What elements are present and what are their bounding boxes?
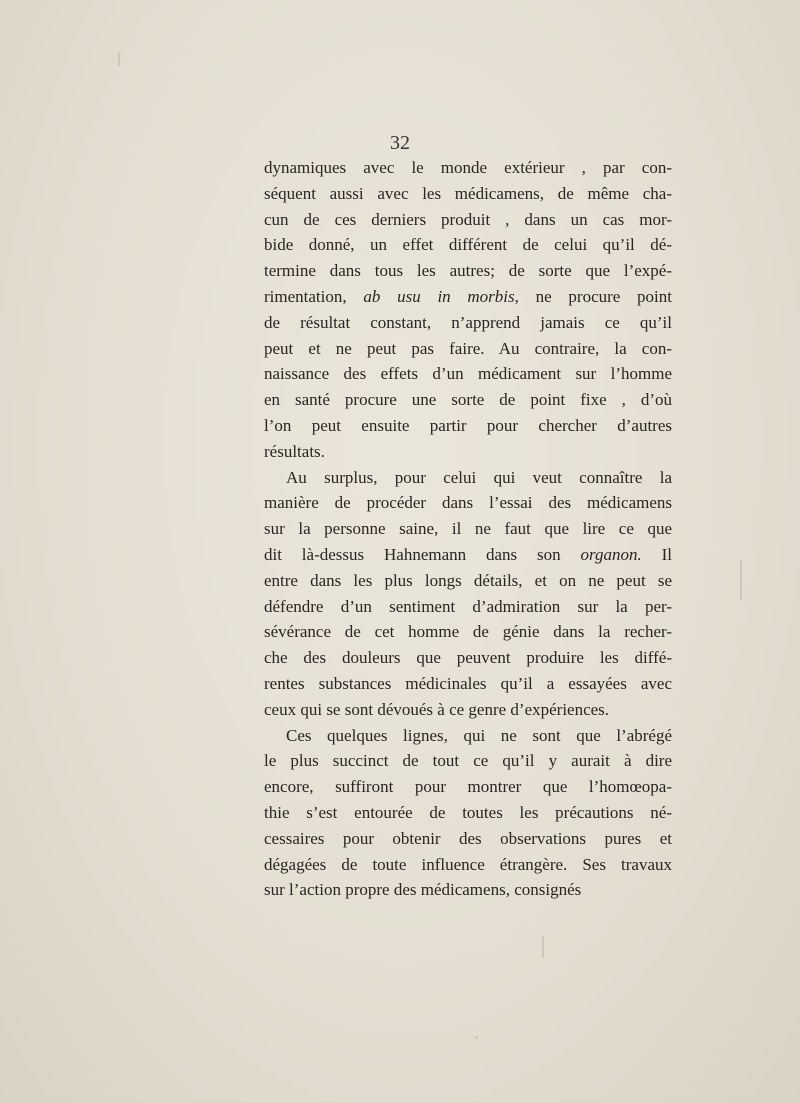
book-title: organon.	[580, 544, 642, 564]
paper-speck	[542, 936, 544, 958]
text-line: peut et ne peut pas faire. Au contraire, la con-	[264, 338, 672, 358]
text-line	[264, 542, 672, 568]
text-segment: dit là-dessus Hahnemann dans son	[264, 544, 581, 564]
text-segment: Il	[641, 544, 672, 564]
paper-speck	[475, 1036, 478, 1039]
text-line: manière de procéder dans l’essai des médicamens	[264, 493, 672, 513]
text-line: sur l’action propre des médicamens, consignés	[264, 880, 582, 900]
paper-speck	[118, 52, 120, 66]
text-line: entre dans les plus longs détails, et on ne peut se	[264, 570, 672, 590]
paragraph-start-line: Au surplus, pour celui qui veut connaître la	[286, 467, 672, 487]
text-line: séquent aussi avec les médicamens, de même cha-	[264, 183, 672, 203]
text-line: dynamiques avec le monde extérieur , par con-	[264, 158, 672, 177]
paragraph-start-line: Ces quelques lignes, qui ne sont que l’abrégé	[286, 725, 672, 745]
text-line: sévérance de cet homme de génie dans la recher-	[264, 622, 672, 642]
text-line: naissance des effets d’un médicament sur l’homme	[264, 364, 672, 384]
text-line: che des douleurs que peuvent produire les diffé-	[264, 648, 672, 668]
latin-phrase: ab usu in morbis	[363, 286, 515, 306]
text-line: défendre d’un sentiment d’admiration sur la per-	[264, 596, 672, 616]
text-line: l’on peut ensuite partir pour chercher d’autres	[264, 415, 672, 435]
text-line: encore, suffiront pour montrer que l’homœopa-	[264, 777, 672, 797]
text-line: termine dans tous les autres; de sorte que l’expé-	[264, 261, 672, 281]
text-line: cun de ces derniers produit , dans un cas mor-	[264, 209, 672, 229]
text-segment: rimentation,	[264, 286, 364, 306]
text-line: bide donné, un effet différent de celui qu’il dé-	[264, 235, 672, 255]
text-line: sur la personne saine, il ne faut que lire ce que	[264, 519, 672, 539]
text-line: le plus succinct de tout ce qu’il y aurait à dire	[264, 751, 672, 771]
text-line: thie s’est entourée de toutes les précautions né-	[264, 802, 672, 822]
text-line: rentes substances médicinales qu’il a essayées avec	[264, 673, 672, 693]
text-line: en santé procure une sorte de point fixe , d’où	[264, 390, 672, 410]
text-line: ceux qui se sont dévoués à ce genre d’expériences.	[264, 699, 610, 719]
page-number: 32	[390, 132, 410, 154]
text-line: cessaires pour obtenir des observations pures et	[264, 828, 672, 848]
text-segment: , ne procure point	[514, 286, 672, 306]
text-line: dégagées de toute influence étrangère. Ses travaux	[264, 854, 672, 874]
text-line	[264, 284, 672, 310]
paper-speck	[740, 560, 742, 600]
text-line: de résultat constant, n’apprend jamais ce qu’il	[264, 312, 672, 332]
text-line: résultats.	[264, 441, 325, 461]
body-text	[264, 155, 672, 903]
